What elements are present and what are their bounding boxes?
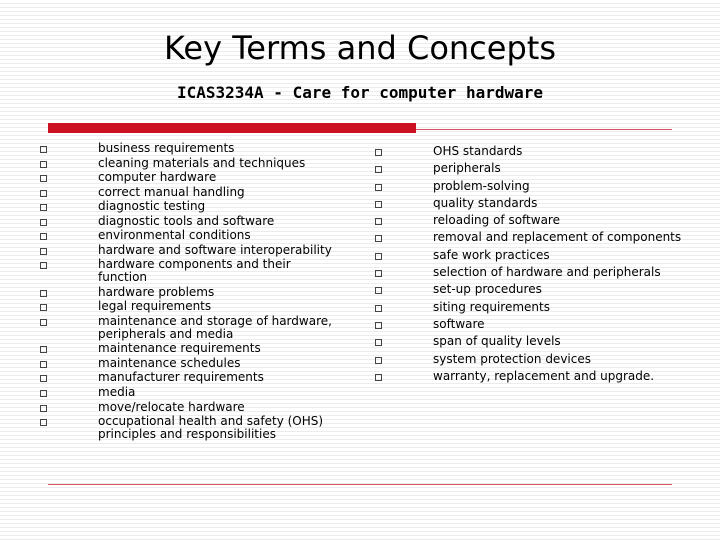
list-item-text: hardware components and their function: [98, 257, 291, 285]
list-item: [40, 186, 340, 199]
hollow-square-bullet-icon: [375, 201, 382, 208]
list-item: [375, 351, 685, 367]
list-item-text: OHS standards: [433, 144, 523, 158]
list-item: [375, 333, 685, 349]
list-item: [40, 142, 340, 155]
hollow-square-bullet-icon: [40, 390, 47, 397]
hollow-square-bullet-icon: [375, 357, 382, 364]
hollow-square-bullet-icon: [375, 149, 382, 156]
hollow-square-bullet-icon: [375, 305, 382, 312]
hollow-square-bullet-icon: [40, 405, 47, 412]
hollow-square-bullet-icon: [40, 190, 47, 197]
list-item: [40, 286, 340, 299]
list-item-text: cleaning materials and techniques: [98, 155, 306, 170]
list-item: [40, 371, 340, 384]
list-item: [375, 264, 685, 280]
list-item: [375, 281, 685, 297]
hollow-square-bullet-icon: [375, 253, 382, 260]
list-item-text: diagnostic testing: [98, 199, 206, 214]
hollow-square-bullet-icon: [40, 361, 47, 368]
list-item-text: peripherals: [433, 161, 501, 176]
hollow-square-bullet-icon: [40, 319, 47, 326]
hollow-square-bullet-icon: [40, 219, 47, 226]
list-item-text: warranty, replacement and upgrade.: [433, 368, 655, 383]
list-item-text: business requirements: [98, 141, 235, 155]
list-item: [40, 401, 340, 414]
hollow-square-bullet-icon: [375, 270, 382, 277]
list-item-text: manufacturer requirements: [98, 370, 264, 385]
list-item: [40, 244, 340, 257]
list-item: [40, 386, 340, 399]
list-item: [40, 357, 340, 370]
list-item-text: maintenance requirements: [98, 341, 261, 356]
hollow-square-bullet-icon: [40, 233, 47, 240]
accent-bar: [48, 123, 416, 133]
list-item: [375, 316, 685, 332]
list-item-text: system protection devices: [433, 351, 591, 366]
list-item-text: maintenance and storage of hardware, peripherals and media: [98, 313, 332, 341]
hollow-square-bullet-icon: [40, 175, 47, 182]
list-item-text: safe work practices: [433, 247, 550, 262]
list-item: [40, 157, 340, 170]
hollow-square-bullet-icon: [40, 161, 47, 168]
list-item-text: hardware problems: [98, 284, 215, 299]
hollow-square-bullet-icon: [40, 290, 47, 297]
list-item: [40, 215, 340, 228]
list-item: [40, 229, 340, 242]
list-item: [375, 178, 685, 194]
slide-title: Key Terms and Concepts: [164, 29, 556, 67]
list-item-text: hardware and software interoperability: [98, 242, 332, 257]
list-item: [40, 300, 340, 313]
list-item-text: computer hardware: [98, 170, 217, 185]
list-item: [375, 368, 685, 384]
list-item-text: diagnostic tools and software: [98, 213, 275, 228]
hollow-square-bullet-icon: [375, 166, 382, 173]
list-item-text: selection of hardware and peripherals: [433, 265, 661, 280]
hollow-square-bullet-icon: [40, 204, 47, 211]
hollow-square-bullet-icon: [375, 218, 382, 225]
left-term-list: [40, 142, 340, 443]
slide-subtitle: ICAS3234A - Care for computer hardware: [176, 83, 544, 102]
hollow-square-bullet-icon: [40, 262, 47, 269]
right-term-list: [375, 143, 685, 385]
list-item-text: removal and replacement of components: [433, 230, 682, 245]
list-item-text: reloading of software: [433, 213, 560, 228]
list-item-text: maintenance schedules: [98, 355, 241, 370]
list-item-text: siting requirements: [433, 299, 550, 314]
hollow-square-bullet-icon: [40, 248, 47, 255]
list-item-text: set-up procedures: [433, 282, 542, 297]
list-item-text: move/relocate hardware: [98, 399, 245, 414]
list-item: [375, 299, 685, 315]
list-item: [40, 258, 340, 284]
list-item-text: quality standards: [433, 195, 538, 210]
list-item-text: environmental conditions: [98, 228, 251, 243]
list-item: [375, 247, 685, 263]
list-item-text: legal requirements: [98, 299, 212, 314]
list-item: [375, 195, 685, 211]
list-item-text: occupational health and safety (OHS) principles and responsibilities: [98, 414, 324, 442]
list-item: [40, 171, 340, 184]
hollow-square-bullet-icon: [40, 146, 47, 153]
hollow-square-bullet-icon: [375, 235, 382, 242]
hollow-square-bullet-icon: [375, 184, 382, 191]
hollow-square-bullet-icon: [375, 374, 382, 381]
hollow-square-bullet-icon: [375, 339, 382, 346]
hollow-square-bullet-icon: [40, 375, 47, 382]
list-item-text: media: [98, 385, 136, 400]
bottom-divider: [48, 484, 672, 485]
hollow-square-bullet-icon: [375, 287, 382, 294]
hollow-square-bullet-icon: [375, 322, 382, 329]
list-item: [375, 160, 685, 176]
list-item: [40, 315, 340, 341]
list-item-text: span of quality levels: [433, 334, 561, 349]
hollow-square-bullet-icon: [40, 304, 47, 311]
list-item: [375, 143, 685, 159]
list-item-text: problem-solving: [433, 178, 530, 193]
list-item: [40, 342, 340, 355]
list-item-text: software: [433, 316, 485, 331]
hollow-square-bullet-icon: [40, 419, 47, 426]
list-item: [375, 212, 685, 228]
list-item: [375, 229, 685, 245]
list-item: [40, 415, 340, 441]
list-item: [40, 200, 340, 213]
list-item-text: correct manual handling: [98, 184, 245, 199]
hollow-square-bullet-icon: [40, 346, 47, 353]
